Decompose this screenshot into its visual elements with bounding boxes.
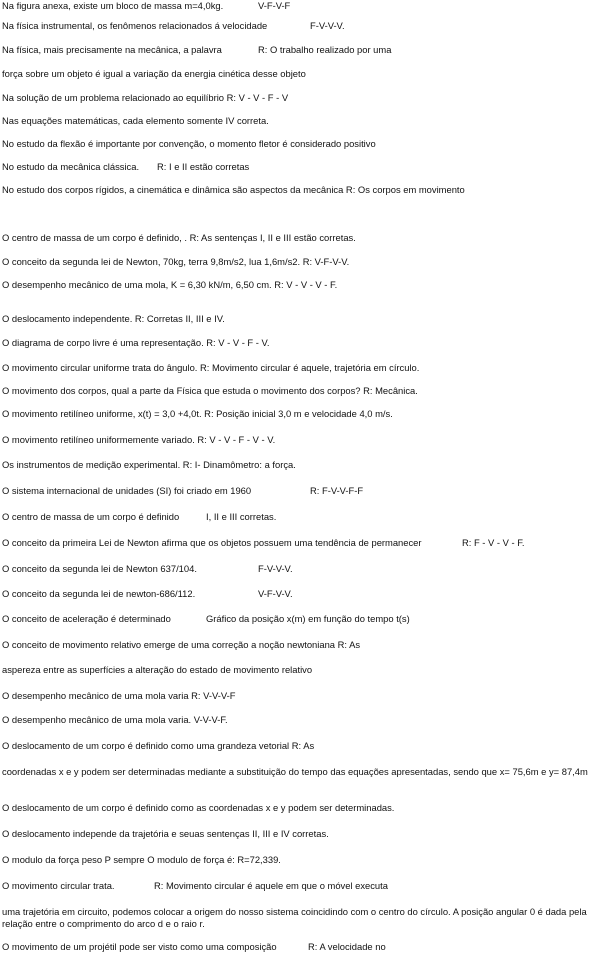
line-text: O centro de massa de um corpo é definido, . R: As sentenças I, II e III estão corretas. <box>2 232 356 243</box>
line-text: uma trajetória em circuito, podemos colocar a origem do nosso sistema coincidindo com o centro do círculo. A posição angular 0 é dada pela relação entre o comprimento do arco d e o raio r. <box>2 906 587 929</box>
line-text: O movimento retilíneo uniforme, x(t) = 3,0 +4,0t. R: Posição inicial 3,0 m e velocidade 4,0 m/s. <box>2 408 393 419</box>
text-line <box>2 588 293 600</box>
text-line <box>2 613 410 625</box>
line-text: O movimento dos corpos, qual a parte da Física que estuda o movimento dos corpos? R: Mecânica. <box>2 385 418 396</box>
text-line <box>2 434 275 446</box>
line-text: O conceito da primeira Lei de Newton afirma que os objetos possuem uma tendência de permanecer <box>2 537 422 548</box>
line-text: O modulo da força peso P sempre O modulo de força é: R=72,339. <box>2 854 281 865</box>
text-line <box>2 459 296 471</box>
line-text: O movimento de um projétil pode ser visto como uma composição <box>2 941 277 952</box>
line-text: O conceito de aceleração é determinado <box>2 613 171 624</box>
line-answer: R: F - V - V - F. <box>462 537 525 548</box>
line-text: Na solução de um problema relacionado ao equilíbrio R: V - V - F - V <box>2 92 289 103</box>
text-line <box>2 44 392 56</box>
text-line <box>2 639 360 651</box>
line-text: No estudo da mecânica clássica. <box>2 161 140 172</box>
line-text: Na figura anexa, existe um bloco de massa m=4,0kg. <box>2 0 224 11</box>
text-line <box>2 279 337 291</box>
text-line <box>2 92 288 104</box>
line-answer: V-F-V-V. <box>258 588 293 599</box>
line-text: O desempenho mecânico de uma mola varia. V-V-V-F. <box>2 714 228 725</box>
text-line <box>2 232 356 244</box>
text-line <box>2 664 312 676</box>
line-text: O conceito de movimento relativo emerge de uma correção a noção newtoniana R: As <box>2 639 361 650</box>
line-text: No estudo da flexão é importante por convenção, o momento fletor é considerado positivo <box>2 138 376 149</box>
text-line <box>2 563 293 575</box>
line-text: coordenadas x e y podem ser determinadas mediante a substituição do tempo das equações apresentadas, sendo que x= 75,6m e y= 87,4m <box>2 766 588 777</box>
line-answer: R: O trabalho realizado por uma <box>258 44 392 55</box>
line-text: O deslocamento independe da trajetória e seuas sentenças II, III e IV corretas. <box>2 828 329 839</box>
line-answer: V-F-V-F <box>258 0 291 11</box>
line-text: Na física instrumental, os fenômenos relacionados á velocidade <box>2 20 268 31</box>
text-line <box>2 511 277 523</box>
text-line <box>2 184 465 196</box>
line-answer: Gráfico da posição x(m) em função do tempo t(s) <box>206 613 410 624</box>
line-text: Os instrumentos de medição experimental. R: I- Dinamômetro: a força. <box>2 459 296 470</box>
text-line <box>2 740 314 752</box>
line-answer: R: Movimento circular é aquele em que o móvel executa <box>154 880 388 891</box>
line-text: O conceito da segunda lei de newton-686/112. <box>2 588 196 599</box>
line-text: O desempenho mecânico de uma mola, K = 6,30 kN/m, 6,50 cm. R: V - V - V - F. <box>2 279 338 290</box>
text-line <box>2 941 386 953</box>
text-line <box>2 766 598 778</box>
line-text: O deslocamento independente. R: Corretas II, III e IV. <box>2 313 225 324</box>
text-line <box>2 20 345 32</box>
text-line <box>2 828 329 840</box>
line-answer: R: A velocidade no <box>308 941 386 952</box>
text-line <box>2 906 598 930</box>
line-text: No estudo dos corpos rígidos, a cinemática e dinâmica são aspectos da mecânica R: Os corpos em movimento <box>2 184 465 195</box>
line-text: O conceito da segunda lei de Newton, 70kg, terra 9,8m/s2, lua 1,6m/s2. R: V-F-V-V. <box>2 256 350 267</box>
line-text: O movimento retilíneo uniformemente variado. R: V - V - F - V - V. <box>2 434 276 445</box>
text-line <box>2 690 235 702</box>
line-text: O sistema internacional de unidades (SI) foi criado em 1960 <box>2 485 252 496</box>
line-answer: R: F-V-V-F-F <box>310 485 364 496</box>
line-text: O deslocamento de um corpo é definido como as coordenadas x e y podem ser determinadas. <box>2 802 395 813</box>
text-line <box>2 714 228 726</box>
line-text: Nas equações matemáticas, cada elemento somente IV correta. <box>2 115 269 126</box>
line-text: O movimento circular trata. <box>2 880 115 891</box>
line-text: O diagrama de corpo livre é uma representação. R: V - V - F - V. <box>2 337 270 348</box>
line-text: O deslocamento de um corpo é definido como uma grandeza vetorial R: As <box>2 740 315 751</box>
text-line <box>2 256 349 268</box>
text-line <box>2 385 418 397</box>
text-line <box>2 115 269 127</box>
text-line <box>2 138 376 150</box>
line-text: O conceito da segunda lei de Newton 637/104. <box>2 563 197 574</box>
text-line <box>2 485 364 497</box>
text-line <box>2 408 393 420</box>
text-line <box>2 537 525 549</box>
text-line <box>2 337 269 349</box>
line-text: O centro de massa de um corpo é definido <box>2 511 180 522</box>
text-line <box>2 161 250 173</box>
line-text: O desempenho mecânico de uma mola varia R: V-V-V-F <box>2 690 236 701</box>
text-line <box>2 313 225 325</box>
line-text: Na física, mais precisamente na mecânica, a palavra <box>2 44 222 55</box>
line-text: aspereza entre as superfícies a alteração do estado de movimento relativo <box>2 664 313 675</box>
line-answer: I, II e III corretas. <box>206 511 277 522</box>
text-line <box>2 68 306 80</box>
text-line <box>2 854 281 866</box>
line-answer: F-V-V-V. <box>310 20 345 31</box>
line-text: força sobre um objeto é igual a variação da energia cinética desse objeto <box>2 68 306 79</box>
line-answer: R: I e II estão corretas <box>157 161 250 172</box>
line-text: O movimento circular uniforme trata do ângulo. R: Movimento circular é aquele, trajetória em círculo. <box>2 362 420 373</box>
text-line <box>2 0 291 12</box>
text-line <box>2 802 394 814</box>
line-answer: F-V-V-V. <box>258 563 293 574</box>
text-line <box>2 880 388 892</box>
text-line <box>2 362 419 374</box>
